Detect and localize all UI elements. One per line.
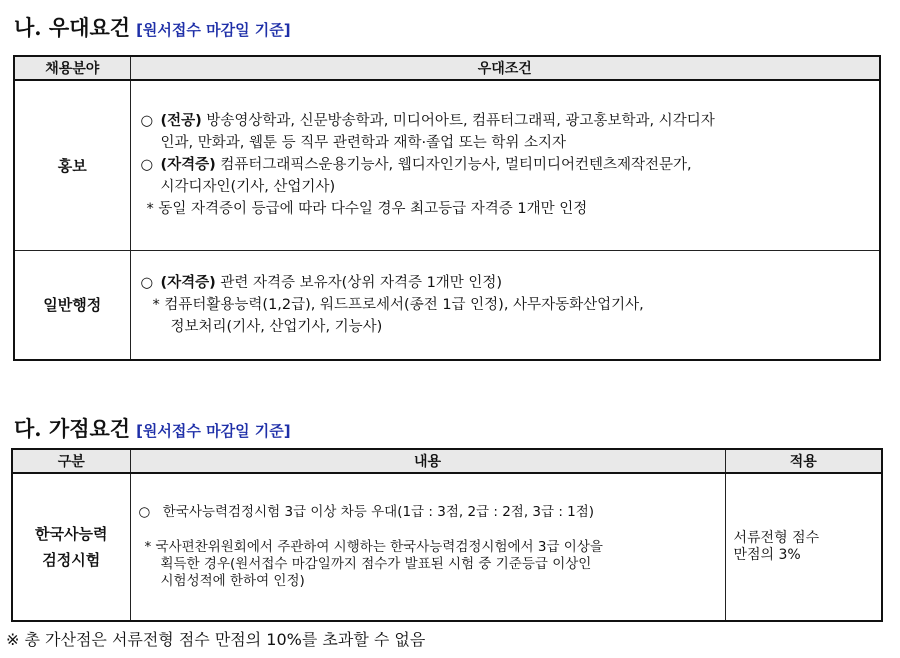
- field-promotion: 홍보: [14, 80, 130, 250]
- content-note: 시험성적에 한하여 인정): [160, 573, 305, 589]
- apply-korean-history: 서류전형 점수 만점의 3%: [725, 473, 882, 621]
- header-content: 내용: [130, 449, 725, 473]
- preference-header-row: [14, 56, 880, 80]
- condition-line: ○ (자격증) 컴퓨터그래픽스운용기능사, 웹디자인기능사, 멀티미디어컨텐츠제작전문가,: [140, 157, 692, 174]
- condition-general-admin: [130, 250, 880, 360]
- bonus-header-row: [12, 449, 882, 473]
- preference-table: [13, 55, 881, 361]
- field-general-admin: 일반행정: [14, 250, 130, 360]
- condition-note: * 동일 자격증이 등급에 따라 다수일 경우 최고등급 자격증 1개만 인정: [146, 201, 588, 218]
- header-apply: 적용: [725, 449, 882, 473]
- section-da-basis: [원서접수 마감일 기준]: [136, 422, 291, 440]
- header-field: 채용분야: [14, 56, 130, 80]
- condition-line: ○ (자격증) 관련 자격증 보유자(상위 자격증 1개만 인정): [140, 274, 503, 291]
- table-row-promotion: [14, 80, 880, 250]
- header-condition: 우대조건: [130, 56, 880, 80]
- table-row-general-admin: [14, 250, 880, 360]
- section-na-basis: [원서접수 마감일 기준]: [136, 21, 291, 39]
- condition-note: * 컴퓨터활용능력(1,2급), 워드프로세서(종전 1급 인정), 사무자동화산업기사,: [152, 296, 644, 313]
- category-korean-history: 한국사능력 검정시험: [12, 473, 130, 621]
- table-row-korean-history: [12, 473, 882, 621]
- content-korean-history: [130, 473, 725, 621]
- condition-line: 정보처리(기사, 산업기사, 기능사): [170, 318, 383, 335]
- section-na-heading: 나. 우대요건: [14, 15, 131, 40]
- content-main: ○ 한국사능력검정시험 3급 이상 차등 우대(1급 : 3점, 2급 : 2점, 3급 : 1점): [138, 504, 595, 520]
- section-da-title: [14, 413, 291, 443]
- section-da-heading: 다. 가점요건: [14, 416, 131, 441]
- condition-promotion: [130, 80, 880, 250]
- content-note: 획득한 경우(원서접수 마감일까지 점수가 발표된 시험 중 기준등급 이상인: [160, 556, 592, 572]
- condition-line: 인과, 만화과, 웹툰 등 직무 관련학과 재학·졸업 또는 학위 소지자: [160, 135, 566, 152]
- footnote: ※ 총 가산점은 서류전형 점수 만점의 10%를 초과할 수 없음: [6, 630, 426, 649]
- condition-line: 시각디자인(기사, 산업기사): [160, 179, 336, 196]
- section-na-title: [14, 12, 291, 42]
- content-note: * 국사편찬위원회에서 주관하여 시행하는 한국사능력검정시험에서 3급 이상을: [144, 539, 603, 555]
- bonus-table: [11, 448, 883, 622]
- header-category: 구분: [12, 449, 130, 473]
- condition-line: ○ (전공) 방송영상학과, 신문방송학과, 미디어아트, 컴퓨터그래픽, 광고홍보학과, 시각디자: [140, 113, 715, 130]
